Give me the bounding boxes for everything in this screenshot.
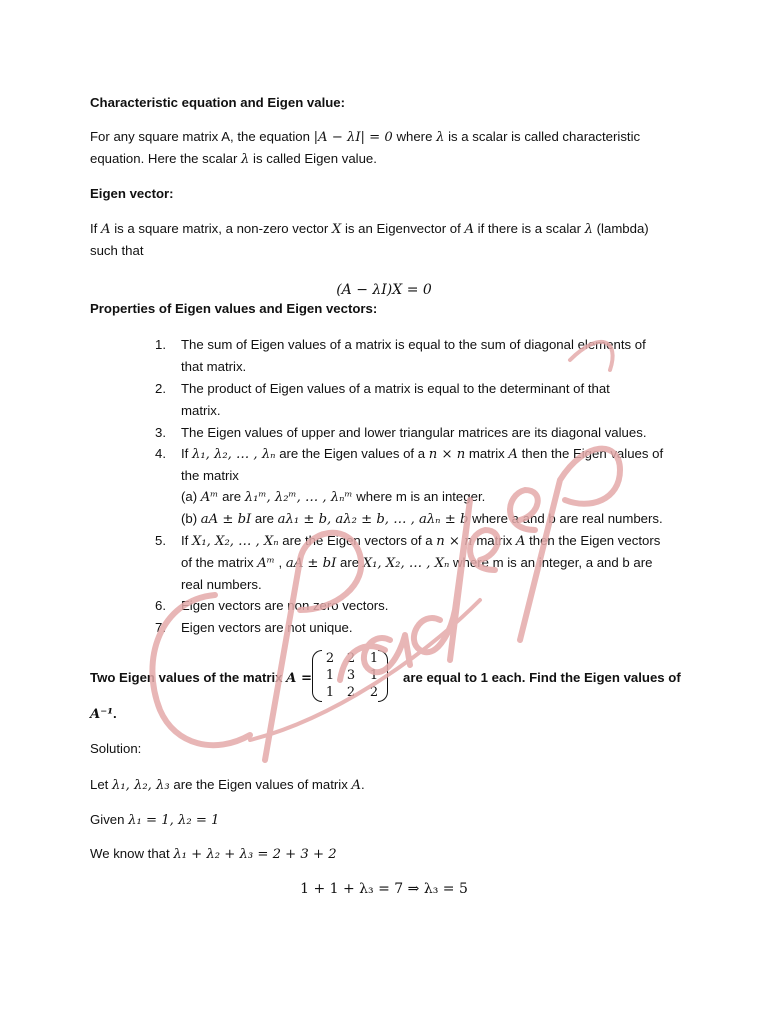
paragraph-characteristic-line2: equation. Here the scalar λ is called Eigen value. (90, 151, 377, 167)
matrix-cell: 1 (369, 668, 379, 683)
property-item-1-cont: that matrix. (181, 359, 247, 374)
property-item-5-cont: of the matrix Aᵐ , aA ± bI are X₁, X₂, … , Xₙ where m is an integer, a and b are (181, 555, 653, 571)
property-item-4-cont: the matrix (181, 468, 239, 483)
heading-eigen-vector: Eigen vector: (90, 186, 174, 201)
matrix-cell: 2 (369, 685, 379, 700)
property-item-2: 2. The product of Eigen values of a matrix is equal to the determinant of that (155, 381, 610, 396)
property-item-5: 5. If X₁, X₂, … , Xₙ are the Eigen vectors of a n × n matrix A then the Eigen vectors (155, 533, 661, 549)
matrix-cell: 2 (346, 685, 356, 700)
solution-line-3: We know that λ₁ + λ₂ + λ₃ = 2 + 3 + 2 (90, 846, 337, 862)
problem-statement-a: Two Eigen values of the matrix A = (90, 670, 313, 686)
paragraph-eigen-vector-line1: If A is a square matrix, a non-zero vector X is an Eigenvector of A if there is a scalar λ (lambda) (90, 221, 649, 237)
char-equation-math: |A − λI| = 0 (313, 130, 393, 145)
matrix-cell: 1 (325, 685, 335, 700)
property-item-4a: (a) Aᵐ are λ₁ᵐ, λ₂ᵐ, … , λₙᵐ where m is an integer. (181, 489, 486, 505)
property-item-4b: (b) aA ± bI are aλ₁ ± b, aλ₂ ± b, … , aλₙ ± b where a and b are real numbers. (181, 511, 663, 527)
property-item-1: 1. The sum of Eigen values of a matrix is equal to the sum of diagonal elements of (155, 337, 646, 352)
matrix-cell: 1 (369, 651, 379, 666)
matrix-cell: 1 (325, 668, 335, 683)
problem-statement-b: are equal to 1 each. Find the Eigen values of (403, 670, 681, 685)
solution-label: Solution: (90, 741, 142, 756)
solution-equation: 1 + 1 + λ₃ = 7 ⇒ λ₃ = 5 (300, 881, 468, 897)
matrix-cell: 2 (346, 651, 356, 666)
problem-statement-c: A⁻¹. (90, 706, 117, 722)
matrix-A (312, 650, 388, 704)
eigen-vector-equation: (A − λI)X = 0 (336, 282, 432, 298)
property-item-3: 3. The Eigen values of upper and lower triangular matrices are its diagonal values. (155, 425, 647, 440)
property-item-5-cont2: real numbers. (181, 577, 262, 592)
paragraph-characteristic-line1: For any square matrix A, the equation |A − λI| = 0 where λ is a scalar is called characteristic (90, 129, 641, 145)
property-item-6: 6. Eigen vectors are non zero vectors. (155, 598, 389, 613)
paragraph-eigen-vector-line2: such that (90, 243, 144, 258)
property-item-2-cont: matrix. (181, 403, 221, 418)
heading-properties: Properties of Eigen values and Eigen vectors: (90, 301, 378, 316)
solution-line-1: Let λ₁, λ₂, λ₃ are the Eigen values of matrix A. (90, 777, 365, 793)
property-item-4: 4. If λ₁, λ₂, … , λₙ are the Eigen values of a n × n matrix A then the Eigen values of (155, 446, 664, 462)
matrix-cell: 2 (325, 651, 335, 666)
matrix-cell: 3 (346, 668, 356, 683)
property-item-7: 7. Eigen vectors are not unique. (155, 620, 353, 635)
heading-characteristic-equation: Characteristic equation and Eigen value: (90, 95, 346, 110)
solution-line-2: Given λ₁ = 1, λ₂ = 1 (90, 812, 220, 828)
